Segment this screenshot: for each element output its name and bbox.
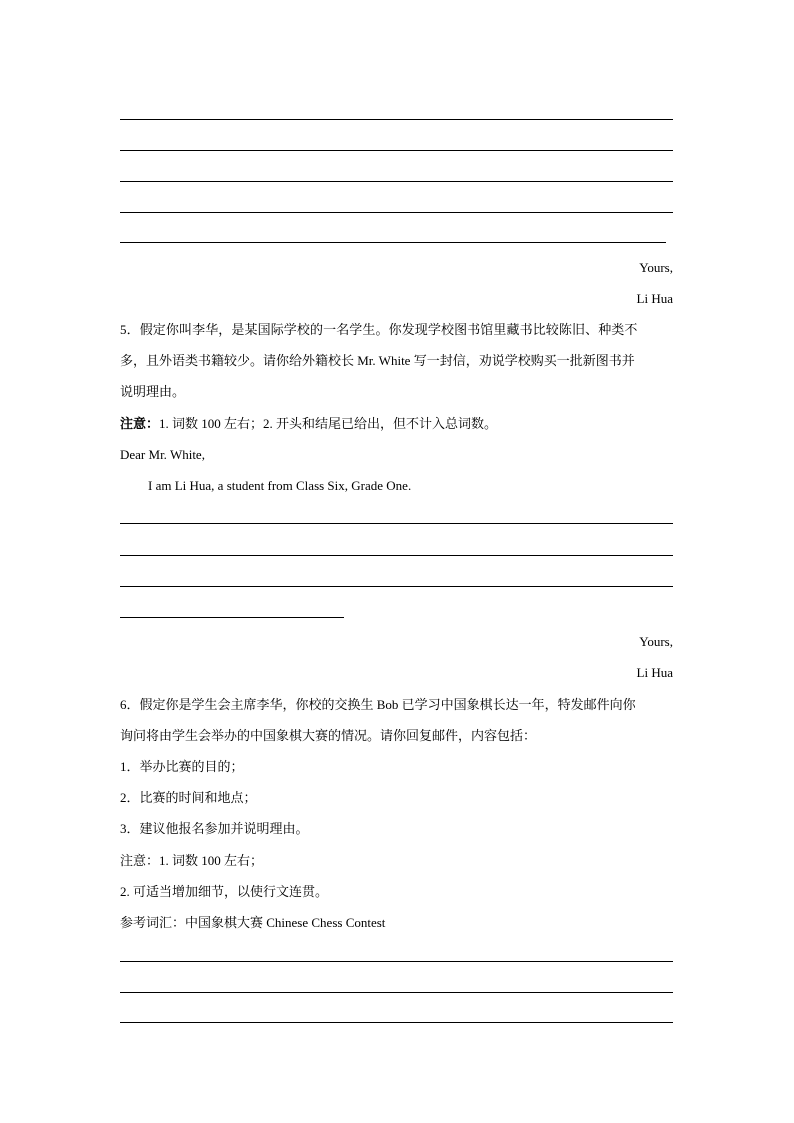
closing-yours: Yours, xyxy=(639,260,673,275)
q5-note xyxy=(120,416,497,432)
answer-line xyxy=(120,523,673,524)
letter-greeting: Dear Mr. White, xyxy=(120,447,205,462)
q5-prompt-line-1: 5．假定你叫李华，是某国际学校的一名学生。你发现学校图书馆里藏书比较陈旧、种类不 xyxy=(120,322,638,337)
answer-line xyxy=(120,1022,673,1023)
answer-line xyxy=(120,181,673,182)
q6-item-1: 1．举办比赛的目的； xyxy=(120,759,244,774)
answer-line xyxy=(120,586,673,587)
answer-line xyxy=(120,555,673,556)
letter-opening: I am Li Hua, a student from Class Six, Grade One. xyxy=(148,478,412,493)
note-label: 注意： xyxy=(120,416,160,431)
closing-name: Li Hua xyxy=(636,291,673,306)
q5-prompt-line-3: 说明理由。 xyxy=(120,384,186,399)
q6-prompt-line-2: 询问将由学生会举办的中国象棋大赛的情况。请你回复邮件，内容包括： xyxy=(120,728,537,743)
closing-yours: Yours, xyxy=(639,634,673,649)
answer-line xyxy=(120,617,344,618)
answer-line xyxy=(120,119,673,120)
answer-line xyxy=(120,992,673,993)
answer-line xyxy=(120,212,673,213)
q6-vocab: 参考词汇：中国象棋大赛 Chinese Chess Contest xyxy=(120,915,386,930)
note-text: 1. 词数 100 左右；2. 开头和结尾已给出，但不计入总词数。 xyxy=(159,416,498,431)
q5-prompt-line-2: 多，且外语类书籍较少。请你给外籍校长 Mr. White 写一封信，劝说学校购买一批新图书并 xyxy=(120,353,635,368)
q6-note-1: 注意：1. 词数 100 左右； xyxy=(120,853,264,868)
answer-line xyxy=(120,150,673,151)
q6-note-2: 2. 可适当增加细节，以使行文连贯。 xyxy=(120,884,329,899)
answer-line xyxy=(120,961,673,962)
q6-prompt-line-1: 6．假定你是学生会主席李华，你校的交换生 Bob 已学习中国象棋长达一年，特发邮件向你 xyxy=(120,697,636,712)
q6-item-3: 3．建议他报名参加并说明理由。 xyxy=(120,821,309,836)
q6-item-2: 2．比赛的时间和地点； xyxy=(120,790,257,805)
answer-line xyxy=(120,242,666,243)
closing-name: Li Hua xyxy=(636,665,673,680)
